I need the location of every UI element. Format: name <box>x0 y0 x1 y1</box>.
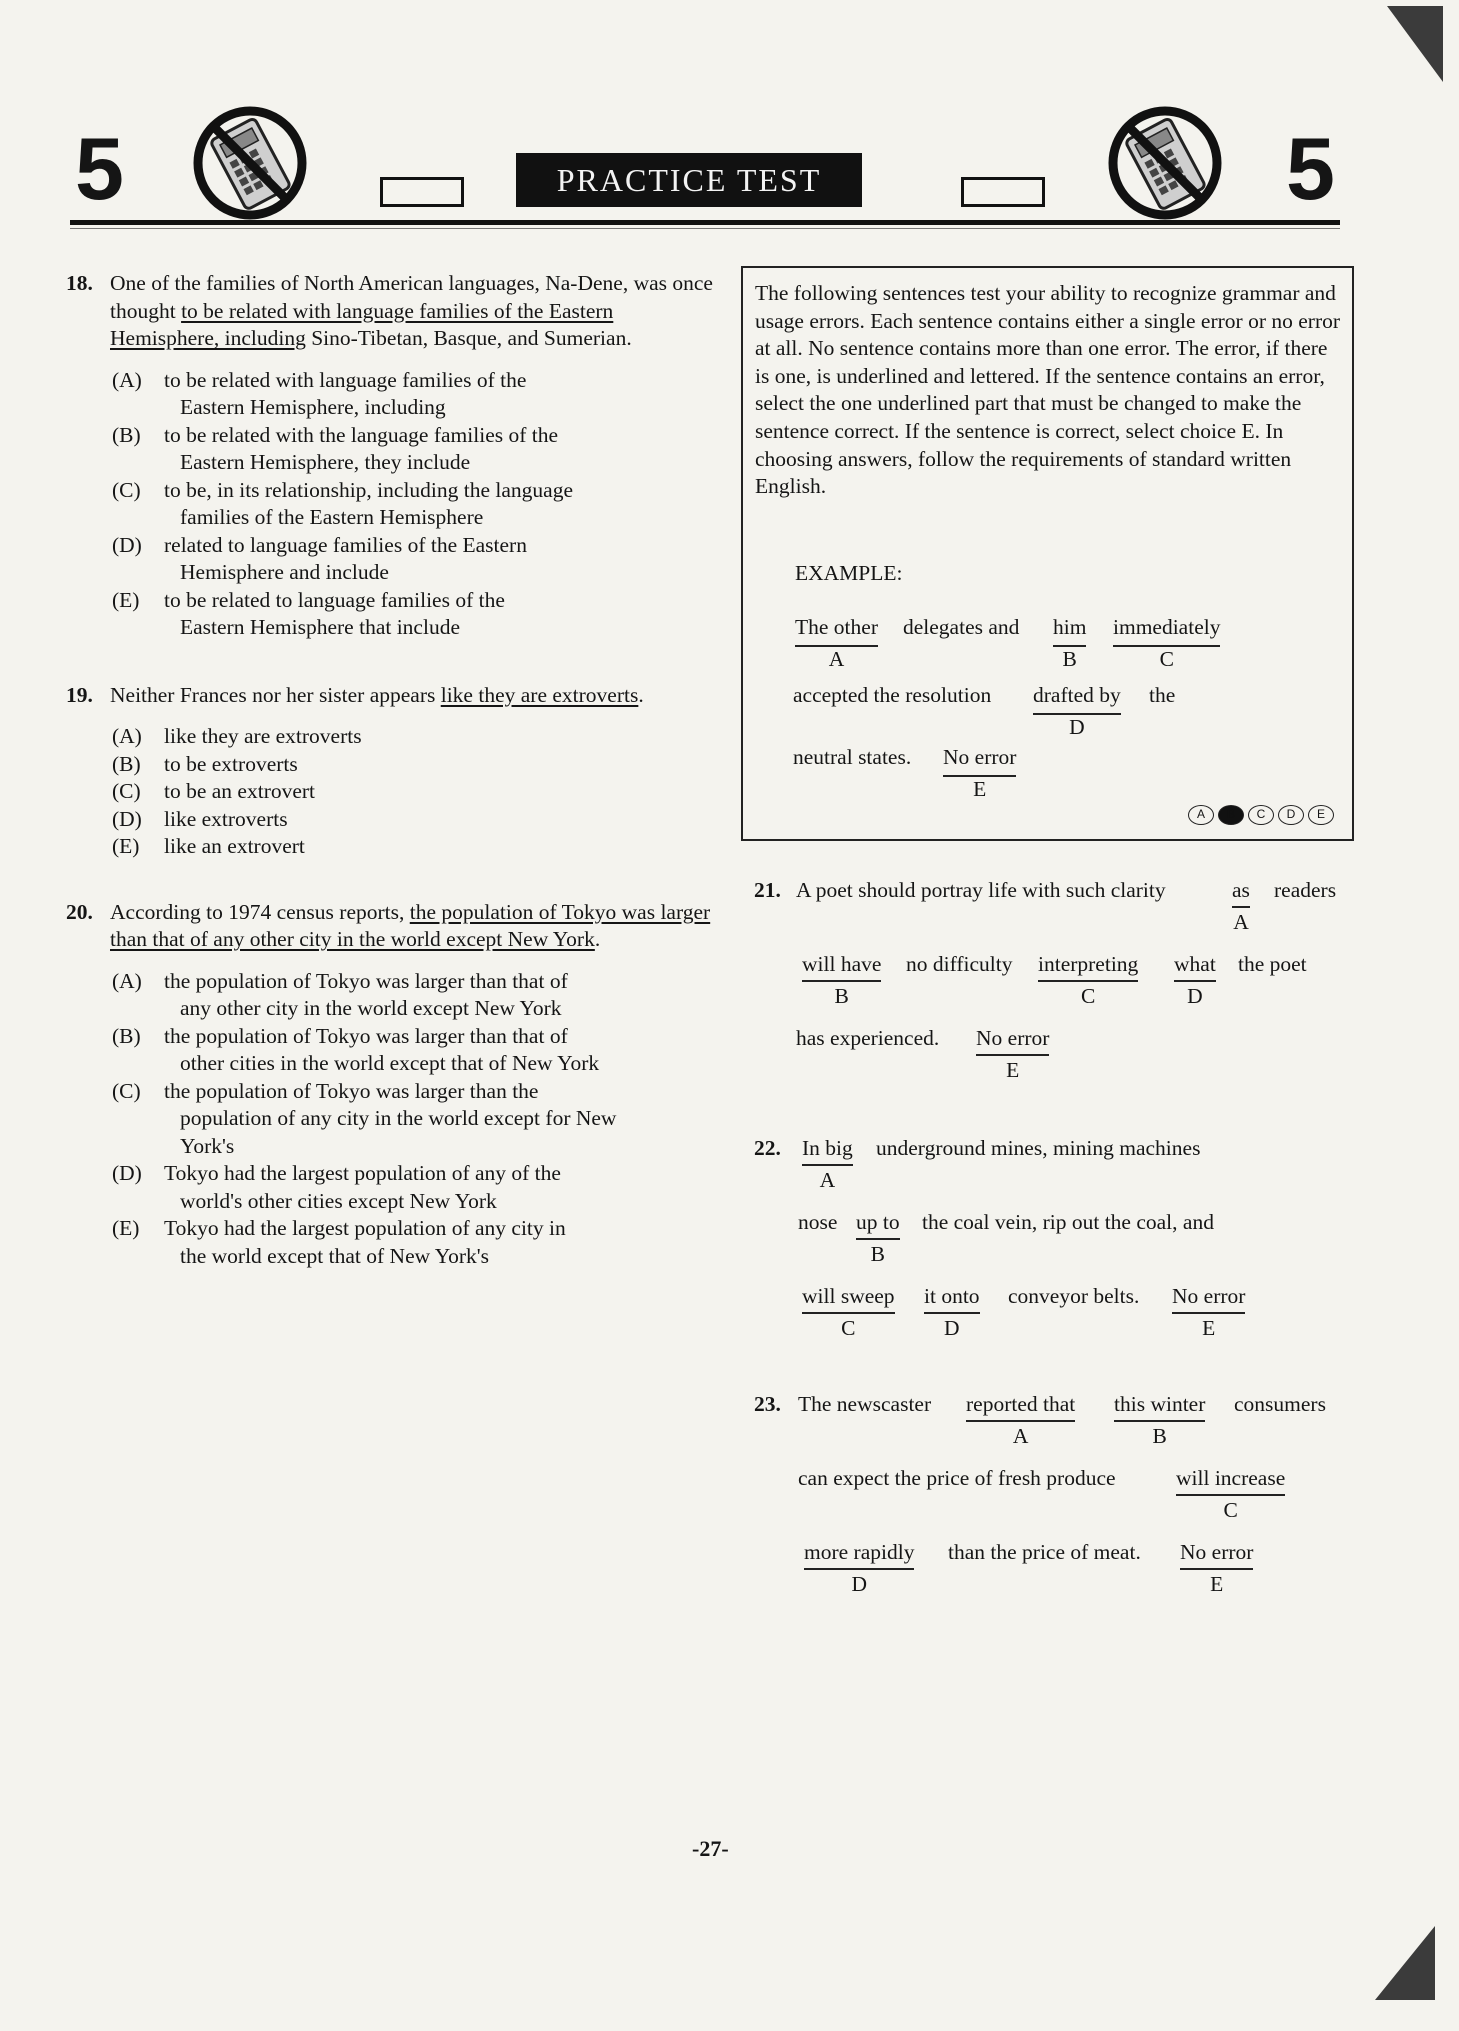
segment-letter: D <box>1069 715 1085 739</box>
choice-letter: (D) <box>112 806 142 831</box>
segment-letter: D <box>944 1316 960 1340</box>
corner-mark-top-right <box>1385 4 1445 84</box>
segment-e[interactable] <box>1180 1540 1254 1596</box>
header-box-right <box>961 177 1045 207</box>
choice-letter: (D) <box>112 1161 142 1185</box>
underlined-text: No error <box>1172 1284 1245 1314</box>
choice-letter: (C) <box>112 1078 141 1103</box>
segment-letter: E <box>1006 1058 1020 1082</box>
choice-text: the world except that of New York's <box>180 1243 489 1268</box>
choice-letter: (E) <box>112 587 140 612</box>
instructions-box <box>741 266 1354 841</box>
choice-text: Eastern Hemisphere, including <box>180 395 446 419</box>
underlined-text: In big <box>802 1136 853 1166</box>
answer-choice[interactable] <box>112 833 716 861</box>
segment-d[interactable] <box>924 1284 980 1340</box>
question-number: 22. <box>754 1136 781 1160</box>
segment-a[interactable] <box>1232 878 1250 934</box>
underlined-text: as <box>1232 878 1250 908</box>
instructions-text: The following sentences test your ability to recognize grammar and usage errors. Each sentence contains either a single error or no error at all. No sentence contains more than one error. The error, if there is one, is underlined and lettered. If the sentence contains an error, select the one underlined part that must be changed to make the sentence correct. If the sentence is correct, select choice E. In choosing answers, follow the requirements of standard written English. <box>755 281 1341 499</box>
choice-letter: (B) <box>112 1023 141 1048</box>
choice-text: to be related to language families of the <box>164 587 505 612</box>
sentence-text: can expect the price of fresh produce <box>798 1466 1116 1490</box>
choice-letter: (B) <box>112 751 141 776</box>
example-text: delegates and <box>903 615 1020 639</box>
answer-bubbles <box>1188 805 1334 825</box>
choice-text: families of the Eastern Hemisphere <box>180 505 484 529</box>
stem-text: One of the families of North American languages, Na-Dene, was once thought <box>110 271 713 323</box>
segment-letter: D <box>1187 984 1203 1008</box>
segment-d[interactable] <box>804 1540 915 1596</box>
choice-text: Tokyo had the largest population of any of the <box>164 1161 561 1185</box>
sentence-text: nose <box>798 1210 838 1234</box>
question-number: 18. <box>66 271 93 295</box>
segment-c[interactable] <box>802 1284 895 1340</box>
underlined-text: No error <box>943 744 1016 777</box>
question-stem <box>110 270 716 353</box>
question-stem <box>110 899 716 954</box>
stem-text: Neither Frances nor her sister appears <box>110 682 441 707</box>
choice-text: other cities in the world except that of New York <box>180 1051 600 1075</box>
choice-text: the population of Tokyo was larger than the <box>164 1078 539 1103</box>
stem-text: . <box>638 682 644 707</box>
segment-letter: A <box>819 1168 836 1192</box>
sentence-text: underground mines, mining machines <box>876 1136 1201 1160</box>
sentence-text: conveyor belts. <box>1008 1284 1140 1308</box>
answer-choice[interactable] <box>112 723 716 751</box>
segment-b[interactable] <box>1114 1392 1206 1448</box>
choice-text: the population of Tokyo was larger than that of <box>164 968 568 993</box>
example-segment-d <box>1033 682 1121 739</box>
segment-letter: E <box>1202 1316 1216 1340</box>
answer-bubble-a[interactable]: A <box>1188 805 1214 825</box>
choice-text: to be related with the language families of the <box>164 422 559 447</box>
sentence-text: the coal vein, rip out the coal, and <box>922 1210 1214 1234</box>
answer-choice[interactable] <box>112 532 716 587</box>
answer-choice[interactable] <box>112 1078 716 1161</box>
question-stem <box>110 682 716 710</box>
page-header <box>70 95 1340 225</box>
segment-e[interactable] <box>976 1026 1050 1082</box>
segment-letter: B <box>1152 1424 1167 1448</box>
question-20 <box>66 899 716 1271</box>
underlined-text: will increase <box>1176 1466 1285 1496</box>
answer-choice[interactable] <box>112 968 716 1023</box>
example-text: accepted the resolution <box>793 683 992 707</box>
segment-e[interactable] <box>1172 1284 1246 1340</box>
underlined-text: reported that <box>966 1392 1075 1422</box>
underlined-text: it onto <box>924 1284 980 1314</box>
choice-text: like they are extroverts <box>164 724 362 748</box>
stem-underlined-text: to be related with language families of the Eastern Hemisphere, including <box>110 298 614 350</box>
underlined-text: will have <box>802 952 881 982</box>
no-calculator-icon <box>185 103 315 223</box>
choice-letter: (A) <box>112 724 142 748</box>
question-18 <box>66 270 716 642</box>
sentence-text: the poet <box>1238 952 1307 976</box>
example-segment-e <box>943 744 1017 801</box>
segment-a[interactable] <box>966 1392 1076 1448</box>
choice-letter: (C) <box>112 477 141 502</box>
segment-letter: D <box>851 1572 867 1596</box>
underlined-text: drafted by <box>1033 682 1121 715</box>
choice-text: Eastern Hemisphere that include <box>180 615 460 639</box>
answer-bubble-b[interactable]: B <box>1218 805 1244 825</box>
sentence-text: consumers <box>1234 1392 1326 1416</box>
segment-letter: E <box>973 777 987 801</box>
header-rule-thin <box>70 228 1340 229</box>
choice-text: related to language families of the Eastern <box>164 532 527 557</box>
underlined-text: No error <box>1180 1540 1253 1570</box>
choice-text: any other city in the world except New York <box>180 996 562 1020</box>
choice-text: Tokyo had the largest population of any city in <box>164 1216 566 1240</box>
answer-bubble-c[interactable]: C <box>1248 805 1274 825</box>
choice-text: to be, in its relationship, including the language <box>164 477 574 502</box>
choice-text: to be extroverts <box>164 751 298 776</box>
answer-choice[interactable] <box>112 422 716 477</box>
segment-b[interactable] <box>802 952 882 1008</box>
answer-choice[interactable] <box>112 751 716 779</box>
no-calculator-icon <box>1100 103 1230 223</box>
sentence-text: has experienced. <box>796 1026 940 1050</box>
segment-letter: E <box>1210 1572 1224 1596</box>
segment-letter: A <box>828 647 845 671</box>
example-segment-b <box>1053 614 1087 671</box>
underlined-text: The other <box>795 614 878 647</box>
underlined-text: interpreting <box>1038 952 1138 982</box>
underlined-text: immediately <box>1113 614 1220 647</box>
choice-letter: (D) <box>112 532 142 557</box>
choice-text: world's other cities except New York <box>180 1188 497 1213</box>
example-label: EXAMPLE: <box>795 561 903 585</box>
choice-text: to be related with language families of the <box>164 367 527 392</box>
header-box-left <box>380 177 464 207</box>
answer-bubble-e[interactable]: E <box>1308 805 1334 825</box>
sentence-text: The newscaster <box>798 1392 932 1416</box>
sentence-text: readers <box>1274 878 1337 902</box>
segment-letter: C <box>1159 647 1174 671</box>
example-text: the <box>1149 683 1176 707</box>
underlined-text: this winter <box>1114 1392 1205 1422</box>
answer-choice[interactable] <box>112 367 716 422</box>
answer-choice[interactable] <box>112 477 716 532</box>
left-column <box>66 270 716 1292</box>
choice-text: population of any city in the world except for New York's <box>180 1106 617 1158</box>
example-segment-a <box>795 614 878 671</box>
stem-underlined-text: like they are extroverts <box>440 682 639 707</box>
segment-letter: C <box>1080 984 1096 1008</box>
answer-choice[interactable] <box>112 1215 716 1270</box>
answer-choice[interactable] <box>112 1160 716 1215</box>
stem-text: . <box>594 927 601 951</box>
segment-letter: C <box>1223 1498 1238 1522</box>
choice-letter: (E) <box>112 834 140 858</box>
sentence-text: A poet should portray life with such clarity <box>796 878 1166 902</box>
question-19 <box>66 682 716 861</box>
choice-text: Eastern Hemisphere, they include <box>180 450 471 474</box>
practice-test-banner: PRACTICE TEST <box>516 153 862 207</box>
choice-text: Hemisphere and include <box>180 560 389 584</box>
choice-text: the population of Tokyo was larger than that of <box>164 1023 568 1048</box>
segment-a[interactable] <box>802 1136 853 1192</box>
underlined-text: will sweep <box>802 1284 895 1314</box>
example-text: neutral states. <box>793 745 912 769</box>
page-number: -27- <box>692 1836 729 1861</box>
stem-text: According to 1974 census reports, <box>110 899 410 924</box>
corner-mark-bottom-right <box>1373 1924 1437 2007</box>
segment-letter: B <box>1062 647 1077 671</box>
question-number: 20. <box>66 899 93 924</box>
segment-b[interactable] <box>856 1210 900 1266</box>
answer-choice[interactable] <box>112 778 716 806</box>
stem-underlined-text: the population of Tokyo was larger than that of any other city in the world except New York <box>110 899 711 951</box>
segment-letter: A <box>1233 910 1249 934</box>
section-number-left: 5 <box>75 119 124 218</box>
sentence-text: than the price of meat. <box>948 1540 1141 1564</box>
choice-letter: (A) <box>112 968 142 993</box>
choice-text: like an extrovert <box>164 834 305 858</box>
choice-letter: (A) <box>112 367 142 392</box>
answer-choice[interactable] <box>112 1023 716 1078</box>
choice-text: like extroverts <box>164 806 288 831</box>
underlined-text: what <box>1174 952 1216 982</box>
answer-bubble-d[interactable]: D <box>1278 805 1304 825</box>
segment-letter: C <box>841 1316 856 1340</box>
segment-letter: B <box>834 984 849 1008</box>
header-rule <box>70 220 1340 225</box>
underlined-text: up to <box>856 1210 900 1240</box>
choice-text: to be an extrovert <box>164 779 316 803</box>
sentence-text: no difficulty <box>906 952 1013 976</box>
segment-letter: B <box>870 1242 885 1266</box>
segment-letter: A <box>1012 1424 1029 1448</box>
question-number: 21. <box>754 878 781 902</box>
answer-choice[interactable] <box>112 806 716 834</box>
underlined-text: him <box>1053 614 1086 647</box>
question-number: 23. <box>754 1392 781 1416</box>
underlined-text: No error <box>976 1026 1049 1056</box>
answer-choice[interactable] <box>112 587 716 642</box>
stem-text: Sino-Tibetan, Basque, and Sumerian. <box>305 326 632 350</box>
segment-c[interactable] <box>1176 1466 1286 1522</box>
choice-letter: (B) <box>112 422 141 447</box>
choice-letter: (E) <box>112 1216 140 1240</box>
example-segment-c <box>1113 614 1221 671</box>
section-number-right: 5 <box>1286 119 1335 218</box>
underlined-text: more rapidly <box>804 1540 914 1570</box>
choice-letter: (C) <box>112 779 141 803</box>
question-number: 19. <box>66 682 93 707</box>
segment-d[interactable] <box>1174 952 1216 1008</box>
segment-c[interactable] <box>1038 952 1139 1008</box>
